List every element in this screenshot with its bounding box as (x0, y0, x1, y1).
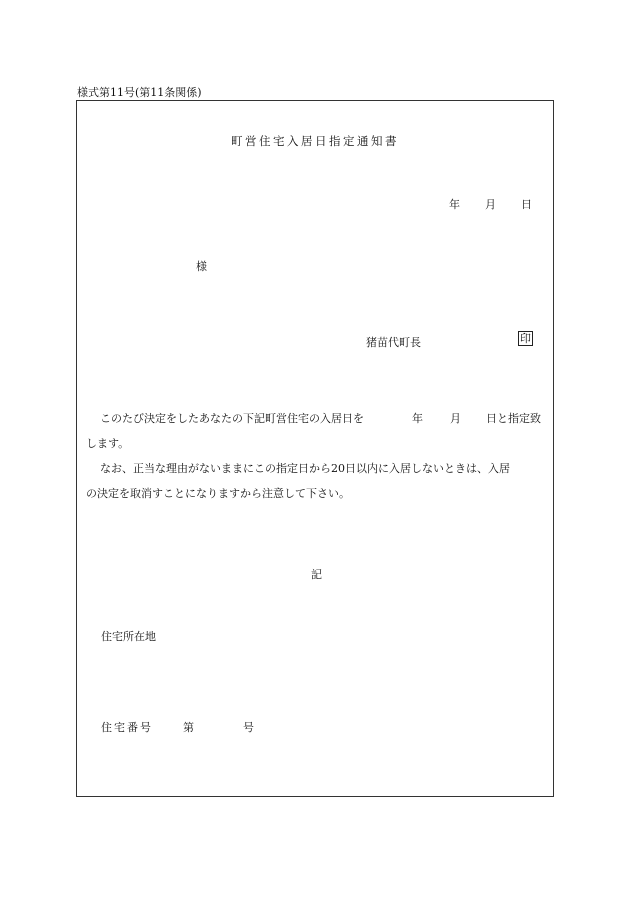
form-number: 様式第11号(第11条関係) (77, 86, 202, 99)
body-paragraph-2-start: なお、正当な理由がないままにこの指定日から20日以内に入居しないときは、入居 (100, 462, 510, 475)
body-paragraph-1-start: このたび決定をしたあなたの下記町営住宅の入居日を (100, 412, 364, 425)
number-label: 住宅番号 (101, 721, 153, 734)
document-title: 町営住宅入居日指定通知書 (231, 134, 399, 148)
date-year-label: 年 (449, 198, 460, 211)
seal-mark: 印 (520, 332, 531, 345)
address-label: 住宅所在地 (101, 630, 156, 643)
addressee-honorific: 様 (196, 260, 207, 273)
number-prefix: 第 (183, 721, 194, 734)
form-frame (76, 100, 554, 797)
body-paragraph-1-month: 月 (450, 412, 461, 425)
body-paragraph-2-continuation: の決定を取消すことになりますから注意して下さい。 (86, 487, 350, 500)
date-month-label: 月 (485, 198, 496, 211)
number-suffix: 号 (243, 721, 254, 734)
date-day-label: 日 (521, 198, 532, 211)
body-paragraph-1-tail: 日と指定致 (486, 412, 541, 425)
body-paragraph-1-continuation: します。 (86, 437, 130, 450)
ki-heading: 記 (311, 568, 322, 581)
body-paragraph-1-year: 年 (412, 412, 423, 425)
issuer-name: 猪苗代町長 (366, 336, 421, 349)
